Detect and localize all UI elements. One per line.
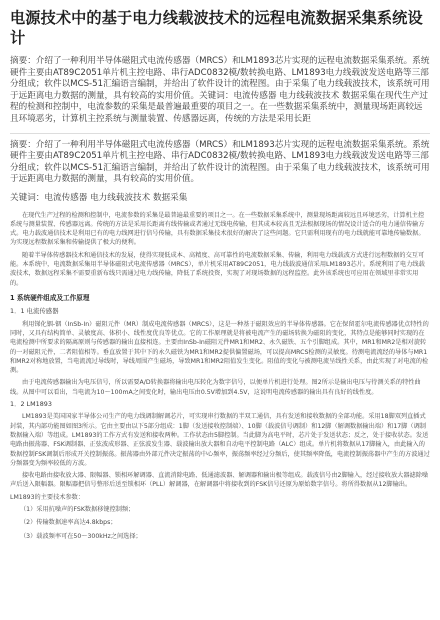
subsection-heading-1-1: 1．1 电流传感器 (10, 307, 59, 316)
document-title: 电源技术中的基于电力线载波技术的远程电流数据采集系统设计 (10, 9, 423, 47)
divider (10, 133, 430, 134)
body-paragraph-6: 接收电路由接收放大器、限幅器、锁相环解调器、直流消除电路、低通滤波器、解调器和输出极等组成。载波信号由2脚输入，经过接收放大器滤除噪声后送入限幅器。限幅器把信号整形后送至锁相环（PLL）解调器，在解调器中将接收到的FSK信号还原为原始数字信号。将所得数据从12脚输出。 (10, 472, 429, 489)
body-paragraph-2: 随着半导体传感器技术和通信技术的发展，使得实现低成本、高精度、高可靠性的电流数据采集、传输，利用电力线载波方式进行远程数据的交互可能。本系统中，电流数据采集用半导体磁阻式电流传感器（MRCS），单片机采用AT89C2051，电力线载波通信采用LM1893芯片。系统利用了电力线载波技术，数据远程采集不需要重新布线只需通过电力线传输，降低了系统投资，实现了对现场数据的远程监控。此外该系统也可应用在领域里非常实用的。 (10, 251, 425, 287)
feature-item-1: （1）采用抗噪声的FSK数据移键控制频； (20, 506, 135, 514)
body-paragraph-1: 在现代生产过程的检测和控制中，电流参数的采集是最普遍最重要的项目之一。在一些数据采集系统中，测量现场距离较远且环境恶劣，计算机主控系统与测量装置、传感器远离。传统的方法是采用长距离有线传输或者通过无线电传输，但其成本较高且无法根据现场的情况设计适合的电力通信传输方式。电力载波通信技术是利用已有的电力线网进行信号传输，具有数据采集技术很好的解决了这些问题。它只需利用现有的电力线就能可靠地传输数据。为实现远程数据采集和传输提供了极大的便利。 (10, 211, 425, 247)
subsection-heading-1-2: 1．2 LM1893 (10, 400, 52, 409)
keywords-line: 关键词：电流传感器 电力线载波技术 数据采集 (10, 192, 188, 203)
feature-list-title: LM1893的主要技术参数： (10, 493, 85, 501)
abstract-paragraph: 摘要：介绍了一种利用半导体磁阻式电流传感器（MRCS）和LM1893芯片实现的远程电流数据采集系统。系统硬件主要由AT89C2051单片机主控电路、串行ADC0832模/数转换电路、LM1893电力线载波发送电路等三部分组成；软件以MCS-51汇编语言编制，并给出了软件设计的流程图。由于采集了电力线载波技术，该系统可用于远距离电力数据的测量，具有较高的实用价值。关键词：电流传感器 电力线载波技术 数据采集在现代生产过程的检测和控制中，电流参数的采集是最普遍最重要的项目之一。在一些数据采集系统中，测量现场距离较远且环境恶劣，计算机主控系统与测量装置、传感器远离，传统的方法是采用长距 (10, 56, 430, 124)
section-heading-1: 1 系统硬件组成及工作原理 (10, 293, 90, 302)
body-paragraph-3: 利用锑化铟-铟（InSb-In）磁阻元件（MR）制成电流传感器（MRCS），这是一种基于磁阻效应的半导体传感器。它在保留霍尔电流传感器优点特性的同时，又具有结构简单、灵敏度高、体积小、线性度优良等优点。它的工作原理就是将被电流产生的磁场转换为磁阻的变化，其特点是能够同时实现的在电流检测中所要求的隔离原则与传感器的输出直接相连。主要由InSb-In磁阻元件MR1和MR2、永久磁铁、五个引脚组成。其中，MR1和MR2是相对旋转的一对磁阻元件，二者阻值相等。垂直放置于其中下的永久磁铁为MR1和MR2提供偏置磁场，可以提高MRCS检测的灵敏度。待测电流流经的导体与MR1和MR2对称地放置，当电流流过导线时，导线周围产生磁场，导致MR1和MR2阻值发生变化。阻值的变化与被测电流呈线性关系，由此实现了对电流的检测。 (10, 320, 429, 375)
feature-item-3: （3）载波频率可在50～300kHz之间选择； (20, 532, 142, 540)
body-paragraph-4: 由于电流传感器输出为电压信号，所以需要A/D转换器将输出电压转化为数字信号，以便单片机进行处理。图2所示是输出电压与待测关系的特性曲线。从图中可以看出，当电流为10～100mA之间变化时，输出电压由0.5V增加到4.5V，这说明电流传感器的输出具有良好的线性度。 (10, 379, 421, 396)
summary-paragraph: 摘要：介绍了一种利用半导体磁阻式电流传感器（MRCS）和LM1893芯片实现的远程电流数据采集系统。系统硬件主要由AT89C2051单片机主控电路、串行ADC0832模/数转换电路、LM1893电力线载波发送电路等三部分组成；软件以MCS-51汇编语言编制，并给出了软件设计的流程图。由于采集了电力线载波技术，该系统可用于远距离电力数据的测量，具有较高的实用价值。 (10, 139, 430, 185)
feature-item-2: （2）传输数据速率高达4.8kbps； (20, 519, 117, 527)
body-paragraph-5: LM1893是美国国家半导体公司生产的电力线调制解调芯片，可实现串行数据的半双工通信，具有发送和接收数据的全部功能。采用18脚双列直插式封装，其内部功能图如图3所示。它由主要由以下5部分组成：1脚（发送接收控制端）、10脚（载波信号调制）和12脚（解调数据输出端）和17脚（调制数据输入端）等组成。LM1893的工作方式有发送和接收两种。工作状态由5脚控制。当此脚为高电平时，芯片处于发送状态；反之，处于接收状态。发送电路由振荡器、FSK调制器、正弦波成形器、正弦波发生器、载波输出放大器和自动电平控制电路（ALC）组成。单片机将数据从17脚输入，由此输入的数据控制FSK调制后形成开关控制振荡。振荡器由外部元件决定振荡的中心频率，振荡频率经过分频后，使其频率降低，电流控制振荡器中产生的方波通过分频器变为频率较低的方波。 (10, 413, 430, 467)
